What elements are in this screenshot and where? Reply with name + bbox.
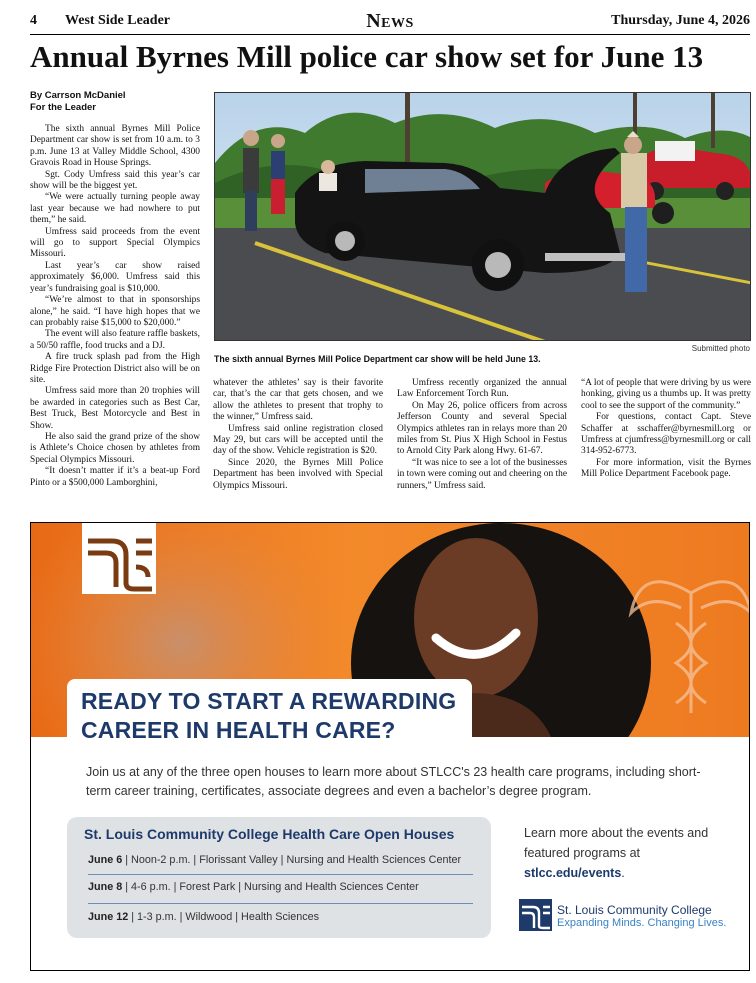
article-column-1	[30, 124, 200, 489]
paragraph: Since 2020, the Byrnes Mill Police Department has been involved with Special Olympics Missouri.	[213, 457, 383, 491]
schedule-details: | 4-6 p.m. | Forest Park | Nursing and Health Sciences Center	[122, 881, 419, 893]
byline-org: For the Leader	[30, 102, 96, 113]
learn-more-period: .	[621, 866, 625, 880]
paragraph: Sgt. Cody Umfress said this year’s car show will be the biggest yet.	[30, 169, 200, 192]
paragraph: The sixth annual Byrnes Mill Police Department car show is set from 10 a.m. to 3 p.m. June 13 at Valley Middle School, 4300 Gravois Road in House Springs.	[30, 124, 200, 169]
article-column-3	[397, 378, 567, 492]
schedule-row	[88, 854, 473, 866]
schedule-divider	[88, 903, 473, 904]
photo-caption: The sixth annual Byrnes Mill Police Department car show will be held June 13.	[214, 354, 541, 364]
paragraph: Umfress said online registration closed May 29, but cars will be accepted until the day of the show. Vehicle registration is $20.	[213, 423, 383, 457]
byline	[30, 90, 126, 114]
stlcc-logo-icon	[82, 523, 156, 594]
events-link[interactable]: stlcc.edu/events	[524, 866, 622, 880]
schedule-title: St. Louis Community College Health Care Open Houses	[84, 826, 455, 842]
schedule-details: | Noon-2 p.m. | Florissant Valley | Nursing and Health Sciences Center	[122, 854, 462, 866]
page-header	[30, 12, 750, 35]
ad-headline-panel	[67, 679, 472, 753]
learn-more-text	[524, 823, 734, 883]
schedule-date: June 8	[88, 881, 123, 893]
car-show-illustration	[215, 93, 751, 341]
paragraph: For more information, visit the Byrnes Mill Police Department Facebook page.	[581, 457, 751, 480]
photo-credit: Submitted photo	[691, 344, 750, 353]
page-number: 4	[30, 13, 37, 28]
brand-tagline: Expanding Minds. Changing Lives.	[557, 917, 727, 929]
paragraph: Umfress recently organized the annual Law Enforcement Torch Run.	[397, 378, 567, 400]
paragraph: “It doesn’t matter if it’s a beat-up Ford Pinto or a $500,000 Lamborghini,	[30, 466, 200, 488]
paragraph: A fire truck splash pad from the High Ridge Fire Protection District also will be on site.	[30, 352, 200, 385]
paragraph: “We’re almost to that in sponsorships alone,” he said. “I have high hopes that we can probably raise $15,000 to $20,000.”	[30, 295, 200, 328]
paragraph: “A lot of people that were driving by us were honking, giving us a thumbs up. It was pretty cool to see the support of the community.”	[581, 378, 751, 411]
ad-intro-text: Join us at any of the three open houses to learn more about STLCC's 23 health care programs, including short-term career training, certificates, associate degrees and even a bachelor’s degree program.	[86, 765, 701, 798]
paragraph: whatever the athletes’ say is their favorite car, that’s the car that gets chosen, and we allow the athletes to present that trophy to the winner,” Umfress said.	[213, 378, 383, 423]
paragraph: Umfress said proceeds from the event will go to support Special Olympics Missouri.	[30, 226, 200, 260]
paragraph: Last year’s car show raised approximately $6,000. Umfress said this year’s fundraising goal is $10,000.	[30, 260, 200, 294]
article-column-2	[213, 378, 383, 492]
ad-headline	[81, 687, 456, 745]
paragraph: The event will also feature raffle baskets, a 50/50 raffle, food trucks and a DJ.	[30, 329, 200, 351]
learn-more-label: Learn more about the events and featured programs at	[524, 826, 709, 860]
paragraph: He also said the grand prize of the show is Athlete’s Choice chosen by athletes from Special Olympics Missouri.	[30, 431, 200, 465]
paragraph: On May 26, police officers from across Jefferson County and several Special Olympics athletes ran in relays more than 20 miles from St. Pius X High School in Festus to Arnold City Park along Hwy. 61-67.	[397, 400, 567, 457]
paper-name: West Side Leader	[65, 13, 170, 28]
ad-headline-line-2: CAREER IN HEALTH CARE?	[81, 717, 396, 743]
issue-date: Thursday, June 4, 2026	[611, 13, 750, 28]
open-house-schedule	[67, 817, 491, 938]
paragraph: “It was nice to see a lot of the businesses in town were coming out and cheering on the runners,” Umfress said.	[397, 457, 567, 491]
schedule-row	[88, 881, 473, 893]
brand-name: St. Louis Community College	[557, 903, 712, 917]
stlcc-brand-mark-icon	[519, 899, 552, 931]
schedule-details: | 1-3 p.m. | Wildwood | Health Sciences	[128, 911, 320, 923]
section-name: News	[366, 10, 414, 32]
article-headline: Annual Byrnes Mill police car show set for June 13	[30, 39, 704, 74]
car-show-photo	[214, 92, 751, 341]
paragraph: “We were actually turning people away last year because we had nowhere to put them,” he said.	[30, 192, 200, 226]
ad-headline-line-1: READY TO START A REWARDING	[81, 688, 457, 714]
schedule-row	[88, 911, 473, 923]
stlcc-brand	[519, 899, 739, 933]
byline-name: By Carrson McDaniel	[30, 90, 126, 101]
schedule-date: June 12	[88, 911, 129, 923]
paragraph: Umfress said more than 20 trophies will be awarded in categories such as Best Car, Best Truck, Best Motorcycle and Best in Show.	[30, 386, 200, 431]
paragraph: For questions, contact Capt. Steve Schaffer at sschaffer@byrnesmill.org or Umfress at cjumfress@byrnesmill.org or call 314-952-6773.	[581, 412, 751, 457]
schedule-divider	[88, 874, 473, 875]
stlcc-advertisement[interactable]	[30, 522, 750, 971]
article-column-4	[581, 378, 751, 481]
schedule-date: June 6	[88, 854, 123, 866]
